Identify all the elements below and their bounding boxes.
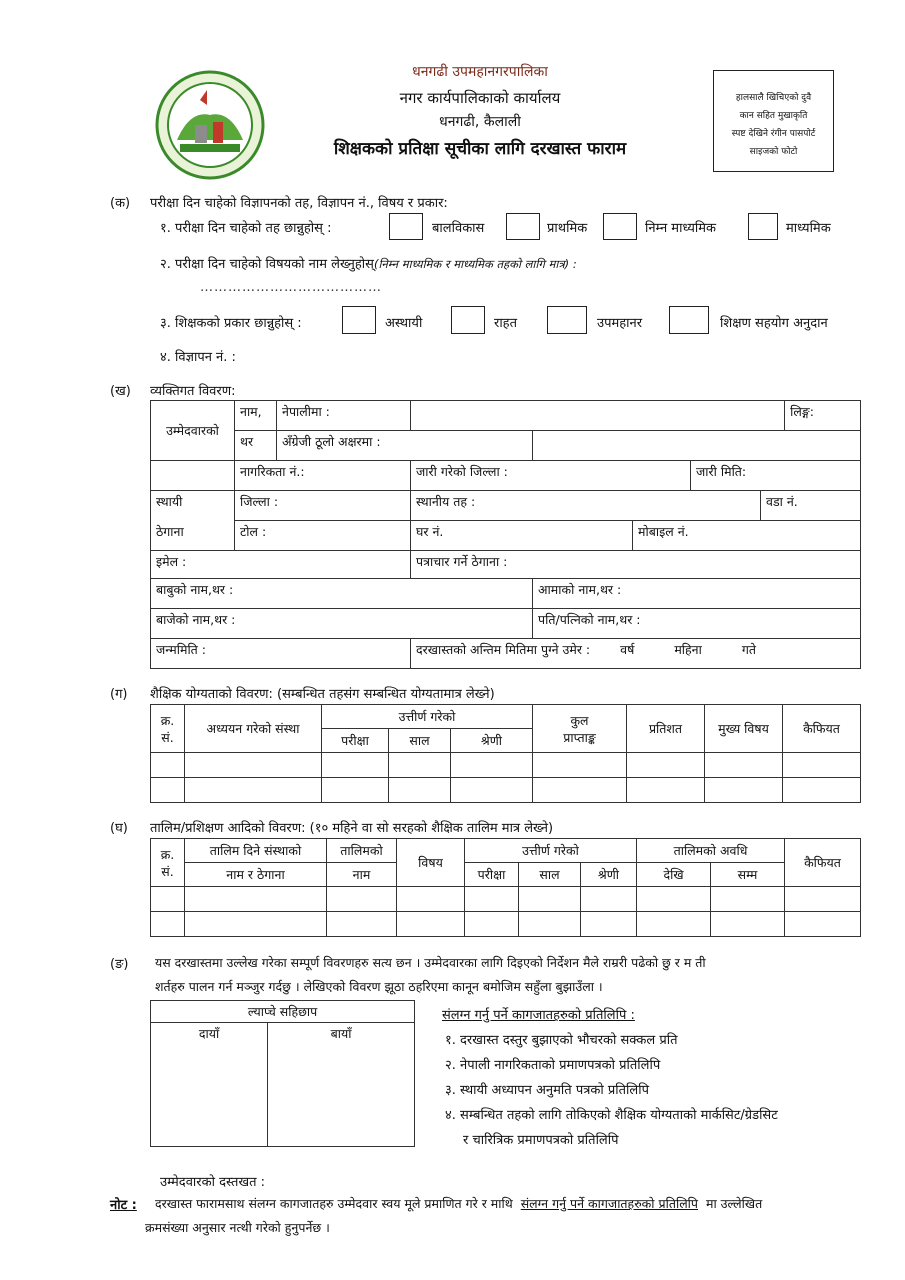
level-checkbox-4[interactable] <box>748 213 778 240</box>
training-division-header: श्रेणी <box>581 863 637 887</box>
type-option-2: राहत <box>494 316 517 331</box>
office-name: नगर कार्यपालिकाको कार्यालय <box>399 89 561 107</box>
edu-remarks-header: कैफियत <box>783 705 861 753</box>
training-sn-header-1: क्र. <box>160 846 175 862</box>
photo-instruction-4: साइजको फोटो <box>749 147 798 157</box>
english-name-label: अँग्रेजी ठूलो अक्षरमा : <box>277 431 533 461</box>
training-name-header-2: नाम <box>327 863 397 887</box>
photo-box[interactable] <box>713 70 834 172</box>
left-thumb-label: बायाँ <box>330 1026 352 1041</box>
grandfather-name-field[interactable]: बाजेको नाम,थर : <box>151 609 533 639</box>
edu-sn-header-1: क्र. <box>160 712 175 728</box>
edu-total-header-1: कुल <box>570 712 589 728</box>
personal-details-table <box>150 400 861 669</box>
attachment-item-1: १. दरखास्त दस्तुर बुझाएको भौचरको सक्कल प्रति <box>445 1033 678 1048</box>
training-remarks-header: कैफियत <box>785 839 861 887</box>
local-level-field[interactable]: स्थानीय तह : <box>411 491 761 521</box>
father-name-field[interactable]: बाबुको नाम,थर : <box>151 579 533 609</box>
house-number-field[interactable]: घर नं. <box>411 521 633 551</box>
type-checkbox-1[interactable] <box>342 306 376 334</box>
level-checkbox-2[interactable] <box>506 213 540 240</box>
section-ka-title: परीक्षा दिन चाहेको विज्ञापनको तह, विज्ञापन नं., विषय र प्रकार: <box>150 196 448 211</box>
section-nga-marker: (ङ) <box>110 957 129 972</box>
subject-question-note: (निम्न माध्यमिक र माध्यमिक तहको लागि मात्र) : <box>373 257 577 271</box>
attachment-item-2: २. नेपाली नागरिकताको प्रमाणपत्रको प्रतिलिपि <box>445 1058 661 1073</box>
level-option-3: निम्न माध्यमिक <box>645 221 717 236</box>
edu-institution-header: अध्ययन गरेको संस्था <box>185 705 322 753</box>
attachment-item-3: ३. स्थायी अध्यापन अनुमति पत्रको प्रतिलिपि <box>445 1083 649 1098</box>
section-kha-marker: (ख) <box>110 384 131 399</box>
type-checkbox-2[interactable] <box>451 306 485 334</box>
tole-field[interactable]: टोल : <box>235 521 411 551</box>
type-question: ३. शिक्षकको प्रकार छान्नुहोस् : <box>160 316 302 331</box>
note-label: नोट : <box>110 1198 137 1213</box>
training-name-header-1: तालिमको <box>327 839 397 863</box>
edu-passed-header: उत्तीर्ण गरेको <box>322 705 533 729</box>
section-gha-marker: (घ) <box>110 821 128 836</box>
age-label: दरखास्तको अन्तिम मितिमा पुग्ने उमेर : <box>416 642 591 657</box>
training-sn-header-2: सं. <box>161 863 174 879</box>
edu-division-header: श्रेणी <box>451 729 533 753</box>
mother-name-field[interactable]: आमाको नाम,थर : <box>533 579 861 609</box>
advertisement-number-label: ४. विज्ञापन नं. : <box>160 350 236 365</box>
photo-instruction-1: हालसालै खिचिएको दुवै <box>735 93 812 103</box>
section-ga-marker: (ग) <box>110 687 128 702</box>
age-year-label: वर्ष <box>620 642 635 657</box>
right-thumb-box[interactable] <box>151 1023 268 1147</box>
candidate-label: उम्मेदवारको <box>151 401 235 461</box>
training-sn-header <box>151 839 185 887</box>
permanent-label: स्थायी <box>151 491 235 521</box>
municipality-logo <box>155 70 265 180</box>
citizenship-number-field[interactable]: नागरिकता नं.: <box>235 461 411 491</box>
district-field[interactable]: जिल्ला : <box>235 491 411 521</box>
gender-field[interactable]: लिङ्ग: <box>785 401 861 431</box>
blank-cell <box>151 461 235 491</box>
section-ka-marker: (क) <box>110 196 131 211</box>
level-checkbox-1[interactable] <box>389 213 423 240</box>
edu-exam-header: परीक्षा <box>322 729 389 753</box>
right-thumb-label: दायाँ <box>198 1026 220 1041</box>
section-gha-title: तालिम/प्रशिक्षण आदिको विवरण: (१० महिने वा सो सरहको शैक्षिक तालिम मात्र लेख्ने) <box>150 821 554 836</box>
municipality-name: धनगढी उपमहानगरपालिका <box>412 64 548 80</box>
form-title: शिक्षकको प्रतिक्षा सूचीका लागि दरखास्त फाराम <box>333 139 627 159</box>
nepali-name-label: नेपालीमा : <box>277 401 411 431</box>
training-year-header: साल <box>519 863 581 887</box>
postal-address-field[interactable]: पत्राचार गर्ने ठेगाना : <box>411 551 861 579</box>
thumbprint-table <box>150 1000 415 1147</box>
left-thumb-box[interactable] <box>268 1023 415 1147</box>
type-option-4: शिक्षण सहयोग अनुदान <box>720 316 828 331</box>
note-line-1 <box>155 1195 762 1212</box>
type-checkbox-4[interactable] <box>669 306 709 334</box>
section-kha-title: व्यक्तिगत विवरण: <box>150 384 236 399</box>
note-text-1c: मा उल्लेखित <box>706 1196 763 1211</box>
table-row[interactable] <box>151 778 861 803</box>
spouse-name-field[interactable]: पति/पत्निको नाम,थर : <box>533 609 861 639</box>
edu-total-header-2: प्राप्ताङ्क <box>563 729 596 745</box>
training-subject-header: विषय <box>397 839 465 887</box>
edu-percent-header: प्रतिशत <box>627 705 705 753</box>
subject-input-dots[interactable]: ………………………………… <box>200 280 382 295</box>
edu-total-header <box>533 705 627 753</box>
training-passed-header: उत्तीर्ण गरेको <box>465 839 637 863</box>
level-question: १. परीक्षा दिन चाहेको तह छान्नुहोस् : <box>160 221 332 236</box>
training-exam-header: परीक्षा <box>465 863 519 887</box>
attachment-item-4-cont: र चारित्रिक प्रमाणपत्रको प्रतिलिपि <box>463 1133 619 1148</box>
training-org-header-1: तालिम दिने संस्थाको <box>185 839 327 863</box>
ward-field[interactable]: वडा नं. <box>761 491 861 521</box>
type-option-1: अस्थायी <box>385 316 423 331</box>
table-row[interactable] <box>151 753 861 778</box>
education-table <box>150 704 861 803</box>
candidate-signature-label: उम्मेदवारको दस्तखत : <box>160 1175 266 1190</box>
office-location: धनगढी, कैलाली <box>439 114 521 130</box>
mobile-field[interactable]: मोबाइल नं. <box>633 521 861 551</box>
edu-sn-header <box>151 705 185 753</box>
training-table <box>150 838 861 937</box>
training-to-header: सम्म <box>711 863 785 887</box>
nepali-name-field[interactable] <box>411 401 785 431</box>
declaration-line-1: यस दरखास्तमा उल्लेख गरेका सम्पूर्ण विवरणहरु सत्य छन । उम्मेदवारका लागि दिइएको निर्देशन मैले राम्ररी पढेको छु र म ती <box>155 955 706 970</box>
surname-label: थर <box>235 431 277 461</box>
subject-question-text: २. परीक्षा दिन चाहेको विषयको नाम लेख्नुहोस् <box>160 257 374 272</box>
table-row[interactable] <box>151 912 861 937</box>
level-checkbox-3[interactable] <box>603 213 637 240</box>
photo-instruction-3: स्पष्ट देखिने रंगीन पासपोर्ट <box>731 129 816 139</box>
training-duration-header: तालिमको अवधि <box>637 839 785 863</box>
age-month-label: महिना <box>674 642 702 657</box>
note-line-2: क्रमसंख्या अनुसार नत्थी गरेको हुनुपर्नेछ । <box>145 1220 330 1235</box>
issued-date-field[interactable]: जारी मिति: <box>691 461 861 491</box>
attachment-item-4: ४. सम्बन्धित तहको लागि तोकिएको शैक्षिक योग्यताको मार्कसिट/ग्रेडसिट <box>445 1108 778 1123</box>
note-text-1b: संलग्न गर्नु पर्ने कागजातहरुको प्रतिलिपि <box>520 1196 699 1211</box>
age-row[interactable] <box>411 639 861 669</box>
issued-district-field[interactable]: जारी गरेको जिल्ला : <box>411 461 691 491</box>
type-checkbox-3[interactable] <box>547 306 587 334</box>
age-day-label: गते <box>741 642 756 657</box>
name-label: नाम, <box>235 401 277 431</box>
dob-field[interactable]: जन्ममिति : <box>151 639 411 669</box>
declaration-line-2: शर्तहरु पालन गर्न मञ्जुर गर्दछु । लेखिएको विवरण झूठा ठहरिएमा कानून बमोजिम सहुँला बुझाउँला । <box>155 979 603 994</box>
edu-major-header: मुख्य विषय <box>705 705 783 753</box>
thumbprint-title: ल्याप्चे सहिछाप <box>151 1001 415 1023</box>
training-from-header: देखि <box>637 863 711 887</box>
table-row[interactable] <box>151 887 861 912</box>
subject-question <box>160 254 577 272</box>
level-option-2: प्राथमिक <box>547 221 588 236</box>
level-option-1: बालविकास <box>432 221 485 236</box>
email-field[interactable]: इमेल : <box>151 551 411 579</box>
attachments-title: संलग्न गर्नु पर्ने कागजातहरुको प्रतिलिपि : <box>442 1008 635 1023</box>
type-option-3: उपमहानर <box>597 316 643 331</box>
section-ga-title: शैक्षिक योग्यताको विवरण: (सम्बन्धित तहसंग सम्बन्धित योग्यतामात्र लेख्ने) <box>150 687 495 702</box>
photo-instruction-2: कान सहित मुखाकृति <box>739 111 808 121</box>
edu-year-header: साल <box>389 729 451 753</box>
level-option-4: माध्यमिक <box>786 221 831 236</box>
training-org-header-2: नाम र ठेगाना <box>185 863 327 887</box>
edu-sn-header-2: सं. <box>161 729 174 745</box>
address-label: ठेगाना <box>151 521 235 551</box>
note-text-1a: दरखास्त फारामसाथ संलग्न कागजातहरु उम्मेदवार स्वय मूले प्रमाणित गरे र माथि <box>155 1196 513 1211</box>
english-name-field[interactable] <box>533 431 861 461</box>
